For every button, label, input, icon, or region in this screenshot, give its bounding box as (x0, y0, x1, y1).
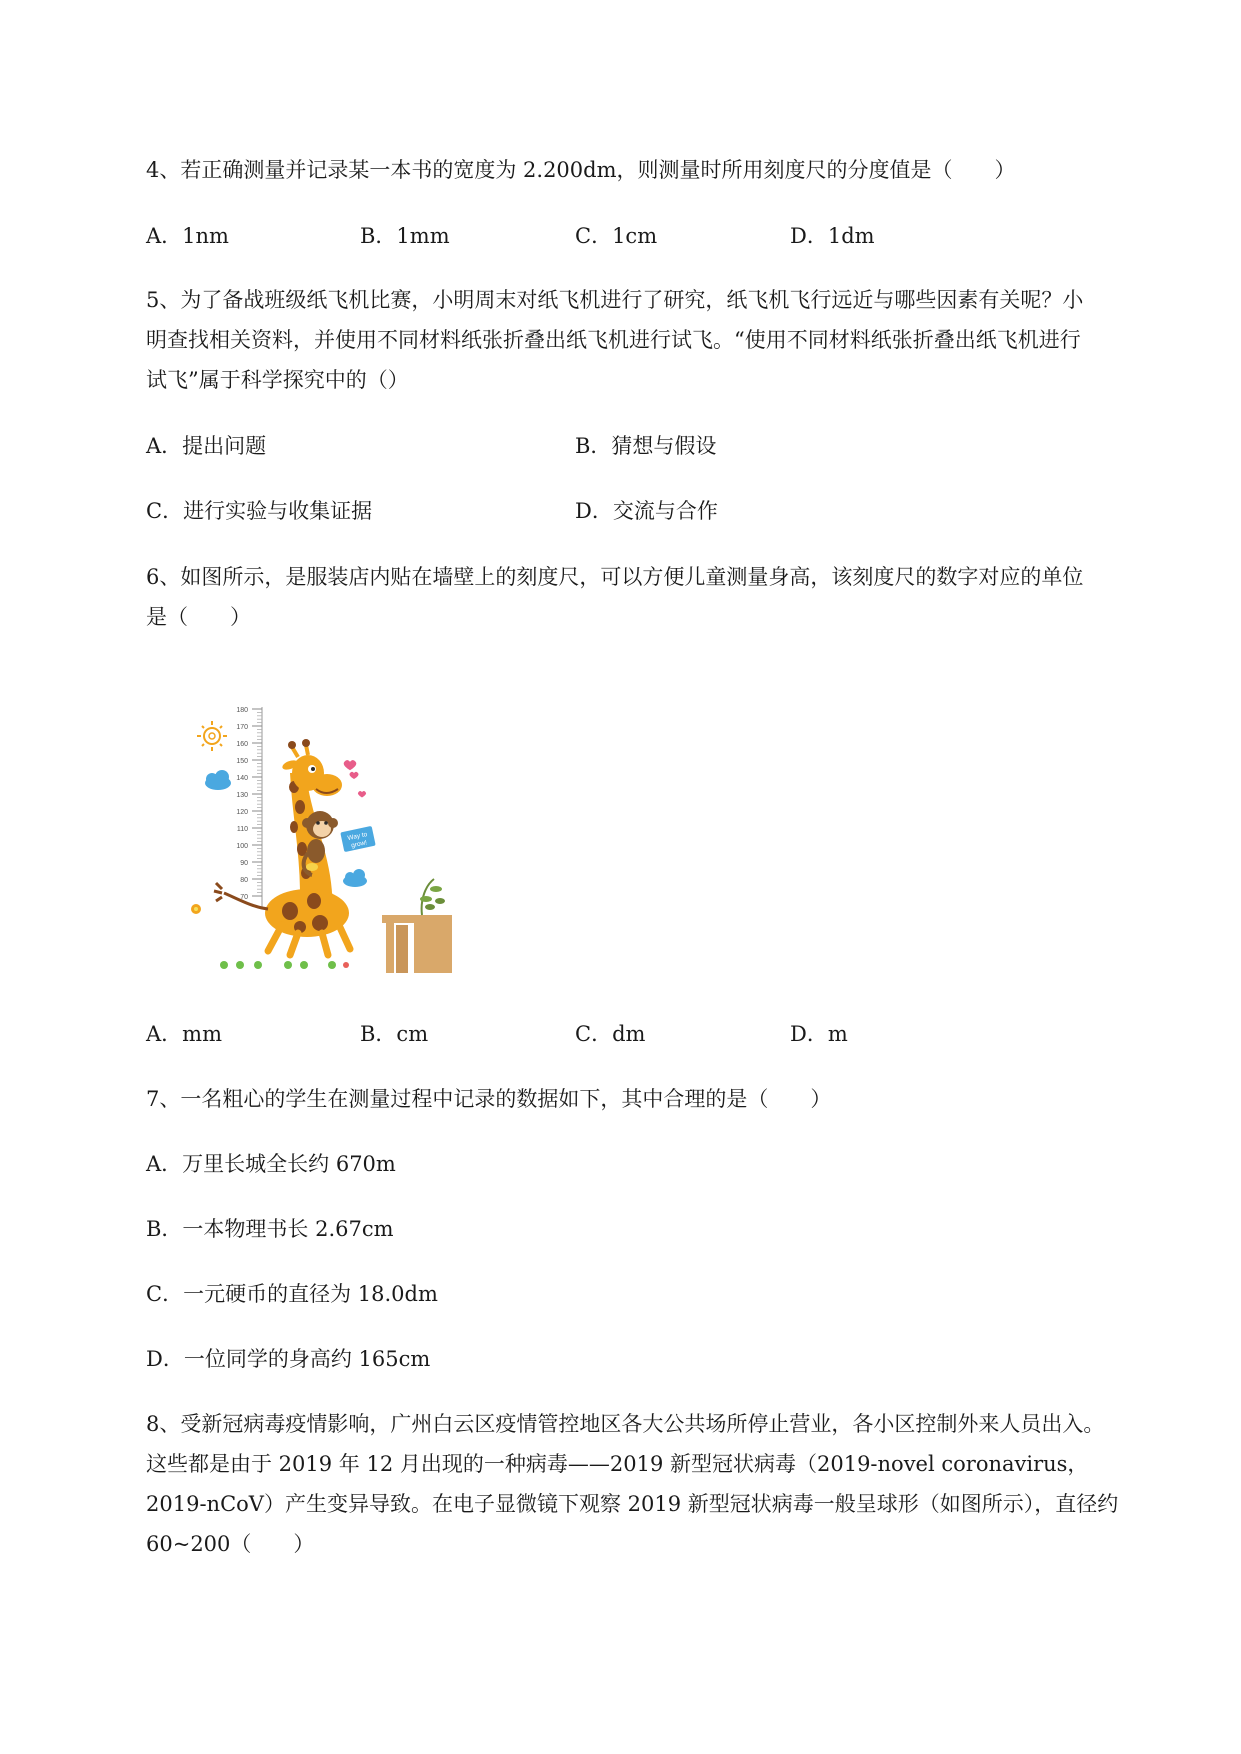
q5-option-b: B．猜想与假设 (575, 434, 717, 458)
q5-stem-line-3: 试飞”属于科学探究中的（） (146, 368, 409, 392)
q7-option-d: D．一位同学的身高约 165cm (146, 1347, 431, 1371)
tag-line-1: Way to (346, 831, 368, 843)
ruler-tick-label: 170 (236, 724, 248, 731)
ruler-tick-label: 180 (236, 707, 248, 714)
q6-stem-line-1: 6、如图所示，是服装店内贴在墙壁上的刻度尺，可以方便儿童测量身高，该刻度尺的数字对应的单位 (146, 565, 1084, 589)
tag-line-2: grow! (350, 839, 368, 850)
q4-option-b: B．1mm (360, 224, 450, 248)
q5-option-d: D．交流与合作 (575, 499, 718, 523)
q4-option-c: C．1cm (575, 224, 658, 248)
q5-option-c: C．进行实验与收集证据 (146, 499, 373, 523)
flower-icon (191, 904, 201, 914)
grass-decoration (220, 961, 349, 969)
q4-option-a: A．1nm (146, 224, 229, 248)
ruler-tick-label: 70 (240, 894, 248, 901)
height-chart-figure (182, 703, 452, 973)
ruler-tick-label: 80 (240, 877, 248, 884)
q5-stem-line-1: 5、为了备战班级纸飞机比赛，小明周末对纸飞机进行了研究，纸飞机飞行远近与哪些因素有关呢？小 (146, 288, 1084, 312)
ruler-tick-label: 90 (240, 860, 248, 867)
ruler-tick-label: 110 (236, 826, 248, 833)
q5-stem-line-2: 明查找相关资料，并使用不同材料纸张折叠出纸飞机进行试飞。“使用不同材料纸张折叠出纸飞机进行 (146, 328, 1081, 352)
q4-stem: 4、若正确测量并记录某一本书的宽度为 2.200dm，则测量时所用刻度尺的分度值是（ ） (146, 158, 1016, 182)
ruler-tick-label: 160 (236, 741, 248, 748)
potted-plant (420, 879, 445, 915)
q6-option-c: C．dm (575, 1022, 646, 1046)
q7-option-c: C．一元硬币的直径为 18.0dm (146, 1282, 438, 1306)
q6-option-b: B．cm (360, 1022, 429, 1046)
giraffe-illustration (214, 739, 350, 955)
q8-stem-line-1: 8、受新冠病毒疫情影响，广州白云区疫情管控地区各大公共场所停止营业，各小区控制外来人员出入。 (146, 1412, 1105, 1436)
ruler-tick-label: 150 (236, 758, 248, 765)
q7-option-a: A．万里长城全长约 670m (146, 1152, 396, 1176)
q7-stem: 7、一名粗心的学生在测量过程中记录的数据如下，其中合理的是（ ） (146, 1087, 832, 1111)
ruler (236, 707, 262, 908)
q7-option-b: B．一本物理书长 2.67cm (146, 1217, 394, 1241)
q6-option-d: D．m (790, 1022, 848, 1046)
q8-stem-line-2: 这些都是由于 2019 年 12 月出现的一种病毒——2019 新型冠状病毒（2019-novel coronavirus， (146, 1452, 1089, 1476)
way-to-grow-tag (340, 826, 375, 852)
cloud-icon (205, 770, 231, 790)
q6-stem-line-2: 是（ ） (146, 605, 251, 629)
sun-icon (197, 721, 227, 751)
ruler-tick-label: 130 (236, 792, 248, 799)
ruler-tick-label: 140 (236, 775, 248, 782)
q5-option-a: A．提出问题 (146, 434, 267, 458)
cloud-icon (343, 869, 367, 887)
q8-stem-line-3: 2019-nCoV）产生变异导致。在电子显微镜下观察 2019 新型冠状病毒一般呈球形（如图所示），直径约 (146, 1492, 1119, 1516)
ruler-tick-label: 120 (236, 809, 248, 816)
heart-icon (344, 760, 366, 797)
q4-option-d: D．1dm (790, 224, 875, 248)
q8-stem-line-4: 60~200（ ） (146, 1532, 315, 1556)
side-table (382, 915, 452, 973)
ruler-tick-label: 100 (236, 843, 248, 850)
q6-option-a: A．mm (146, 1022, 222, 1046)
